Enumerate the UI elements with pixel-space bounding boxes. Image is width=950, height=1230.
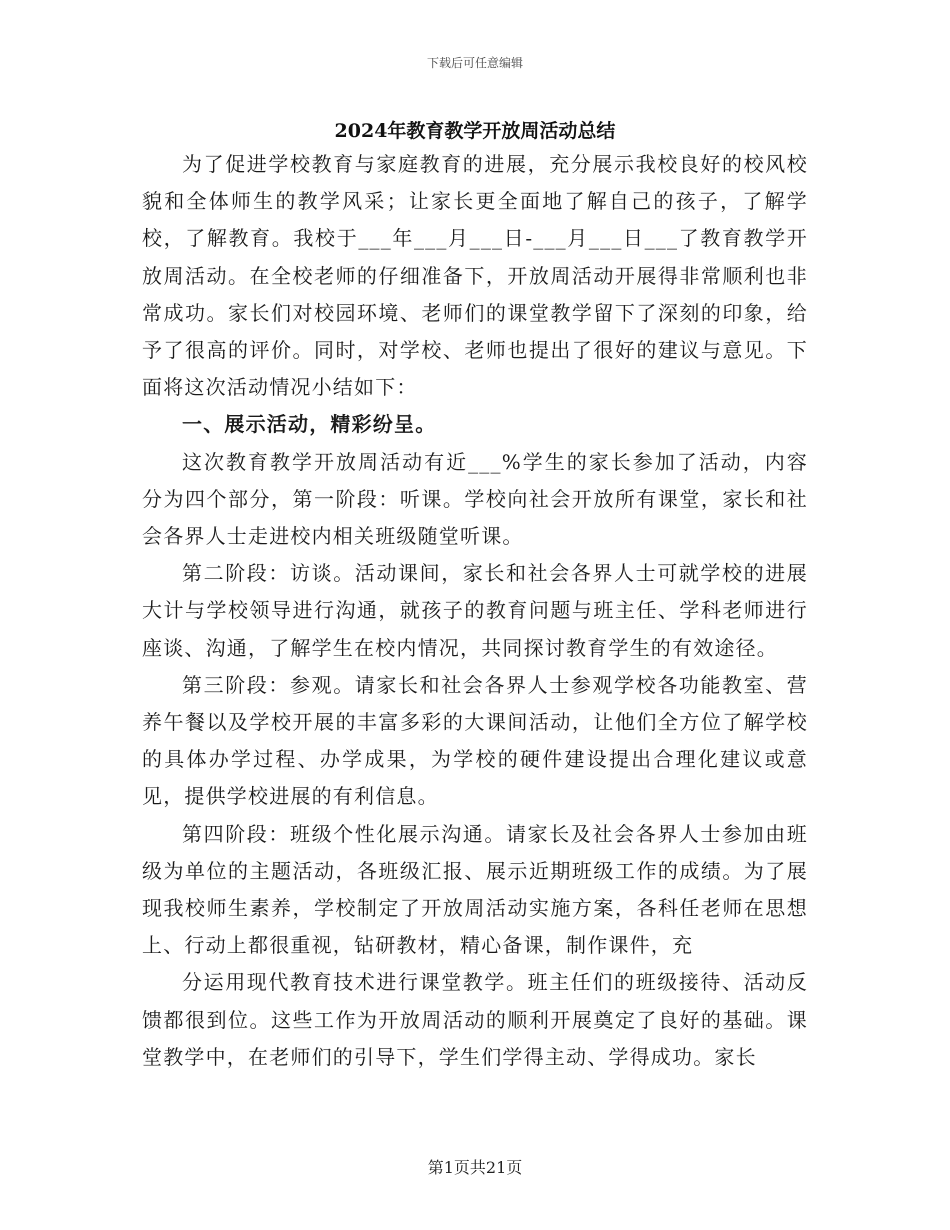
paragraph-stage-four: 第四阶段：班级个性化展示沟通。请家长及社会各界人士参加由班级为单位的主题活动，各班级汇报、展示近期班级工作的成绩。为了展现我校师生素养，学校制定了开放周活动实施方案，各科任老师在思想上、行动上都很重视，钻研教材，精心备课，制作课件，充 [142,821,808,958]
document-body [142,146,808,1076]
page-number-footer: 第1页共21页 [427,1158,523,1177]
header-note: 下载后可任意编辑 [426,56,523,70]
paragraph-stage-three: 第三阶段：参观。请家长和社会各界人士参观学校各功能教室、营养午餐以及学校开展的丰富多彩的大课间活动，让他们全方位了解学校的具体办学过程、办学成果，为学校的硬件建设提出合理化建议或意见，提供学校进展的有利信息。 [142,672,808,809]
paragraph-stage-one: 这次教育教学开放周活动有近___%学生的家长参加了活动，内容分为四个部分，第一阶段：听课。学校向社会开放所有课堂，家长和社会各界人士走进校内相关班级随堂听课。 [142,449,808,549]
document-title: 2024年教育教学开放周活动总结 [334,120,616,142]
paragraph-stage-two: 第二阶段：访谈。活动课间，家长和社会各界人士可就学校的进展大计与学校领导进行沟通，就孩子的教育问题与班主任、学科老师进行座谈、沟通，了解学生在校内情况，共同探讨教育学生的有效途径。 [142,561,808,660]
intro-paragraph: 为了促进学校教育与家庭教育的进展，充分展示我校良好的校风校貌和全体师生的教学风采；让家长更全面地了解自己的孩子，了解学校，了解教育。我校于___年___月___日-___月___日___了教育教学开放周活动。在全校老师的仔细准备下，开放周活动开展得非常顺利也非常成功。家长们对校园环境、老师们的课堂教学留下了深刻的印象，给予了很高的评价。同时，对学校、老师也提出了很好的建议与意见。下面将这次活动情况小结如下： [142,152,808,400]
section-heading: 一、展示活动，精彩纷呈。 [182,412,437,437]
paragraph-continuation: 分运用现代教育技术进行课堂教学。班主任们的班级接待、活动反馈都很到位。这些工作为开放周活动的顺利开展奠定了良好的基础。课堂教学中，在老师们的引导下，学生们学得主动、学得成功。家长 [142,970,808,1069]
